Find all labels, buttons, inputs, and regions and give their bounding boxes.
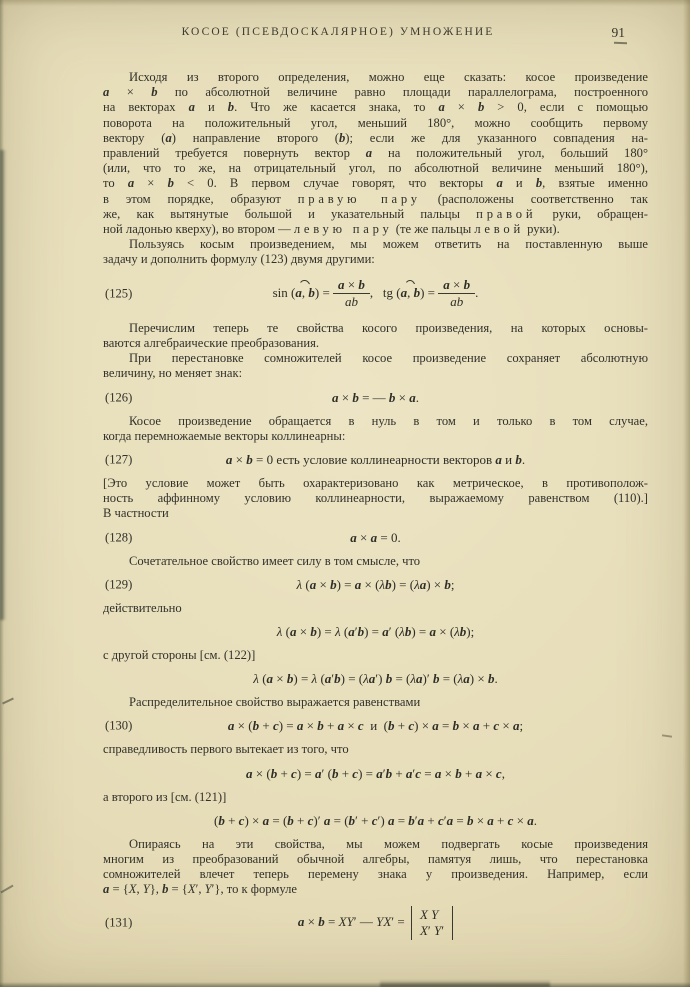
text-line: правлений требуется повернуть вектор a на положительный угол, больший 180°	[103, 146, 648, 161]
text-line: (или, что то же, на отрицательный угол, по абсолютной величине меньший 180°),	[103, 161, 648, 176]
text-line: Сочетательное свойство имеет силу в том смысле, что	[129, 553, 421, 568]
text-line: величину, но меняет знак:	[103, 366, 243, 381]
equation-body: a × a = 0.	[350, 529, 401, 545]
equation-row	[103, 577, 648, 593]
equation-row	[103, 718, 648, 734]
equation-row	[103, 766, 648, 782]
text-line: Исходя из второго определения, можно еще сказать: косое произведение	[129, 70, 648, 84]
equation-body: a × b = XY′ — YX′ = X Y X′ Y′	[298, 914, 453, 929]
page-edge-tint-right	[683, 0, 690, 987]
text-line: сомножителей влечет теперь перемену знака у произведения. Например, если	[103, 867, 648, 882]
text-line: многим из преобразований обычной алгебры, памятуя лишь, что перестановка	[103, 851, 648, 866]
text-line: вектору (a) направление второго (b); если же для указанного совпадения на-	[103, 130, 648, 145]
page-edge-tint-left	[0, 0, 4, 987]
equation-number: (129)	[105, 577, 133, 592]
text-line: на векторах a и b. Что же касается знака, то a × b > 0, если с помощью	[103, 100, 649, 115]
equation-body: (b + c) × a = (b + c)′ a = (b′ + c′) a = b′a + c′a = b × a + c × a.	[213, 812, 537, 828]
page-edge-shadow-bottom	[0, 982, 690, 987]
equation-body: λ (a × b) = a × (λb) = (λa) × b;	[296, 576, 455, 592]
equation-row	[103, 278, 648, 310]
equation-row	[103, 452, 648, 468]
text-line: то a × b < 0. В первом случае говорят, что векторы a и b, взятые именно	[103, 176, 648, 191]
text-line: поворота на положительный угол, меньший 180°, можно сообщить первому	[103, 115, 648, 130]
page-edge-shadow-left	[0, 150, 6, 620]
text-line: с другой стороны [см. (122)]	[103, 647, 256, 662]
text-line: Перечислим теперь те свойства косого произведения, на которых основы-	[129, 320, 648, 335]
text-line: действительно	[103, 600, 182, 615]
equation-number: (130)	[105, 718, 133, 733]
text-line: [Это условие может быть охарактеризовано как метрическое, в противополож-	[103, 475, 648, 490]
text-line: Пользуясь косым произведением, мы можем ответить на поставленную выше	[129, 237, 648, 252]
running-head: КОСОЕ (ПСЕВДОСКАЛЯРНОЕ) УМНОЖЕНИЕ	[181, 26, 495, 38]
equation-body: a × b = 0 есть условие коллинеарности векторов a и b.	[225, 451, 526, 467]
equation-body: λ (a × b) = λ (a′b) = (λa′) b = (λa)′ b = (λa) × b.	[253, 671, 498, 687]
ink-speck	[2, 698, 14, 705]
equation-number: (127)	[105, 452, 133, 467]
ink-speck	[0, 885, 13, 894]
equation-body: a × b = — b × a.	[331, 389, 420, 405]
equation-number: (128)	[105, 530, 133, 545]
page-header	[103, 26, 625, 43]
text-line: Опираясь на эти свойства, мы можем подвергать косые произведения	[129, 836, 648, 851]
equation-row	[103, 671, 648, 687]
text-line: задачу и дополнить формулу (123) двумя другими:	[103, 252, 375, 267]
text-line: a = {X, Y}, b = {X′, Y′}, то к формуле	[103, 882, 297, 897]
equation-row	[103, 813, 648, 829]
ink-speck	[662, 734, 672, 737]
equation-body: sin (a, b) = $\frac{a \times b}{ab}$ , tg (a, b) = $\frac{a \times b}{ab}$ .	[272, 276, 479, 310]
equation-row	[103, 530, 648, 546]
equation-number: (125)	[105, 286, 133, 301]
page-number: 91	[611, 25, 625, 40]
equation-body: a × (b + c) = a × b + a × c и (b + c) × a = b × a + c × a;	[227, 718, 524, 734]
page-edge-shadow-top	[0, 0, 690, 6]
text-line: в этом порядке, образуют правую пару (расположены соответственно так	[103, 191, 648, 206]
text-line: В частности	[103, 506, 169, 521]
text-line: когда перемножаемые векторы коллинеарны:	[103, 428, 346, 443]
text-line: а второго из [см. (121)]	[103, 789, 227, 804]
page-content	[103, 70, 648, 940]
equation-row	[103, 390, 648, 406]
text-line: a × b по абсолютной величине равно площади параллелограма, построенного	[103, 85, 648, 100]
text-line: ной ладонью кверху), во втором — левую пару (те же пальцы левой руки).	[103, 222, 560, 237]
text-line: справедливость первого вытекает из того, что	[103, 742, 349, 757]
text-line: ность аффинному условию коллинеарности, выражаемому равенством (110).]	[103, 491, 648, 506]
equation-row	[103, 906, 648, 941]
text-line: Распределительное свойство выражается равенствами	[129, 695, 421, 710]
text-line: же, как вытянутые большой и указательный пальцы правой руки, обращен-	[103, 206, 648, 221]
text-line: ваются алгебраические преобразования.	[103, 335, 320, 350]
text-line: При перестановке сомножителей косое произведение сохраняет абсолютную	[129, 351, 648, 366]
equation-number: (131)	[105, 915, 133, 930]
equation-number: (126)	[105, 390, 133, 405]
equation-body: a × (b + c) = a′ (b + c) = a′b + a′c = a × b + a × c,	[246, 765, 505, 781]
equation-body: λ (a × b) = λ (a′b) = a′ (λb) = a × (λb);	[276, 623, 475, 639]
page-edge-smudge-bottom	[380, 980, 550, 987]
text-line: Косое произведение обращается в нуль в том и только в том случае,	[129, 413, 648, 428]
equation-row	[103, 624, 648, 640]
